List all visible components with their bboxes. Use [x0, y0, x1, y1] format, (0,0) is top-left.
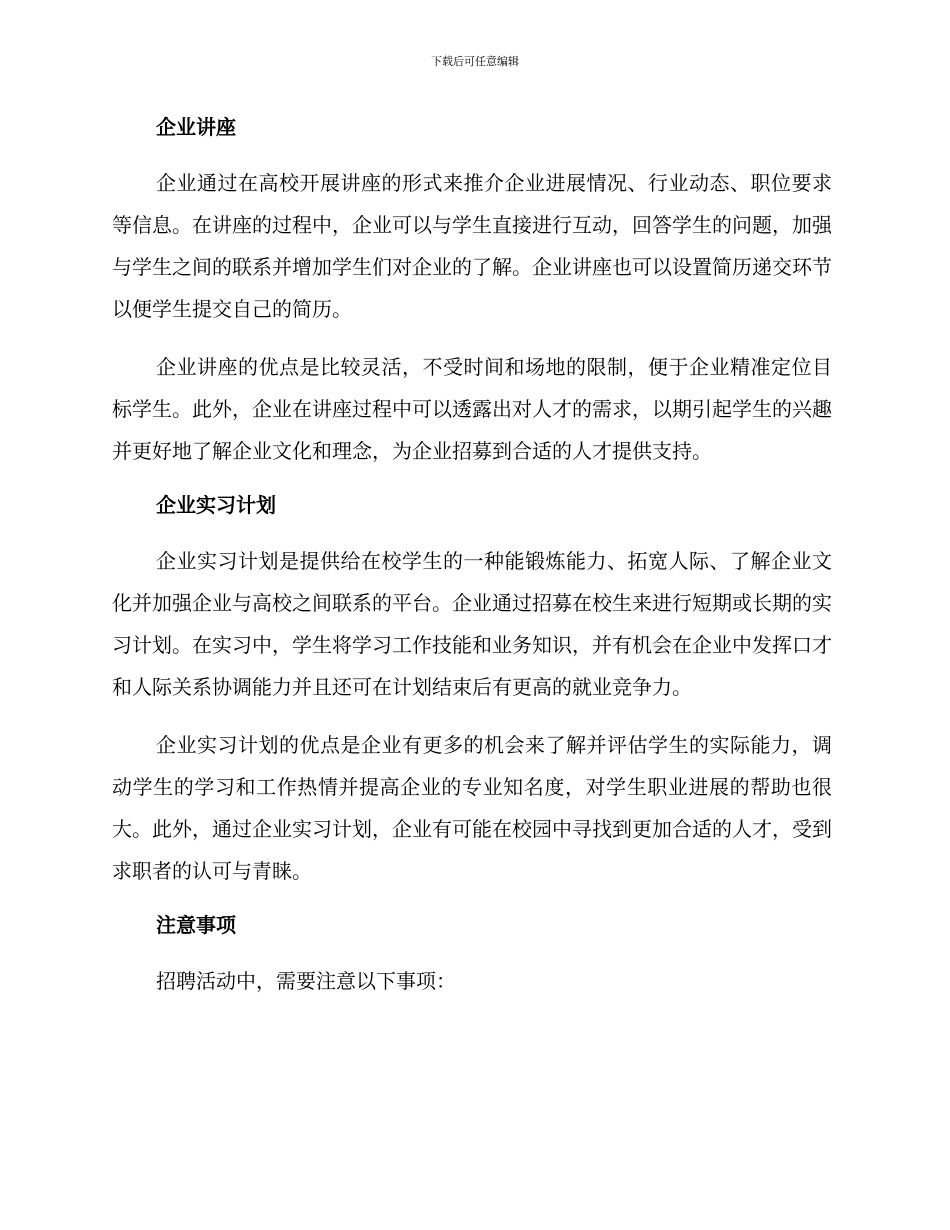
paragraph: 招聘活动中，需要注意以下事项：: [156, 969, 456, 993]
section-internship-program: [112, 488, 832, 892]
paragraph: 企业讲座的优点是比较灵活，不受时间和场地的限制，便于企业精准定位目标学生。此外，企业在讲座过程中可以透露出对人才的需求，以期引起学生的兴趣并更好地了解企业文化和理念，为企业招募到合适的人才提供支持。: [112, 355, 832, 463]
paragraph: 企业通过在高校开展讲座的形式来推介企业进展情况、行业动态、职位要求等信息。在讲座的过程中，企业可以与学生直接进行互动，回答学生的问题，加强与学生之间的联系并增加学生们对企业的了解。企业讲座也可以设置简历递交环节以便学生提交自己的简历。: [112, 171, 832, 321]
document-body: [112, 110, 832, 1018]
page-header: 下载后可任意编辑: [431, 55, 519, 68]
section-heading: 企业实习计划: [156, 493, 276, 517]
section-heading: 注意事项: [156, 913, 236, 937]
section-notes: [112, 908, 832, 1002]
section-heading: 企业讲座: [156, 115, 236, 139]
paragraph: 企业实习计划的优点是企业有更多的机会来了解并评估学生的实际能力，调动学生的学习和工作热情并提高企业的专业知名度，对学生职业进展的帮助也很大。此外，通过企业实习计划，企业有可能在校园中寻找到更加合适的人才，受到求职者的认可与青睐。: [112, 733, 832, 883]
section-enterprise-lecture: [112, 110, 832, 472]
paragraph: 企业实习计划是提供给在校学生的一种能锻炼能力、拓宽人际、了解企业文化并加强企业与高校之间联系的平台。企业通过招募在校生来进行短期或长期的实习计划。在实习中，学生将学习工作技能和业务知识，并有机会在企业中发挥口才和人际关系协调能力并且还可在计划结束后有更高的就业竞争力。: [112, 549, 832, 699]
